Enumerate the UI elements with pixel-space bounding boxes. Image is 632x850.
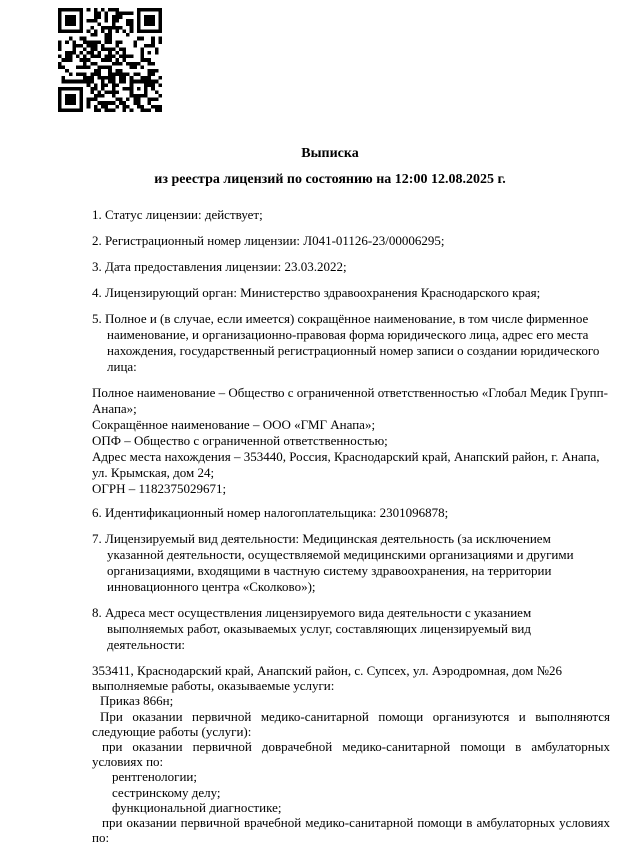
org-legal-form: ОПФ – Общество с ограниченной ответственностью; xyxy=(92,433,388,448)
works-services-label: выполняемые работы, оказываемые услуги: xyxy=(92,678,335,694)
document-title: Выписка xyxy=(301,146,359,161)
qr-code-icon xyxy=(58,8,162,112)
org-short-name: Сокращённое наименование – ООО «ГМГ Анапа»; xyxy=(92,417,376,432)
org-details-block xyxy=(92,385,610,497)
org-ogrn: ОГРН – 1182375029671; xyxy=(92,481,227,496)
document-body xyxy=(92,207,610,845)
org-address: Адрес места нахождения – 353440, Россия, Краснодарский край, Анапский район, г. Анапа, ул. Крымская, дом 24; xyxy=(92,449,600,480)
activity-address-block xyxy=(92,663,610,845)
activity-addresses-item: 8. Адреса мест осуществления лицензируемого вида деятельности с указанием выполняемых работ, оказываемых услуг, составляющих лицензируемый вид деятельности: xyxy=(92,605,532,652)
physician-care-paragraph: при оказании первичной врачебной медико-санитарной помощи в амбулаторных условиях по: xyxy=(92,815,610,846)
taxpayer-inn-item: 6. Идентификационный номер налогоплательщика: 2301096878; xyxy=(92,505,449,520)
licensed-activity-item: 7. Лицензируемый вид деятельности: Медицинская деятельность (за исключением указанной деятельности, осуществляемой медицинскими организациями и другими организациями, входящими в частную систему здравоохранения, на территории инновационного центра «Сколково»); xyxy=(92,531,574,594)
document-subtitle: из реестра лицензий по состоянию на 12:00 12.08.2025 г. xyxy=(154,172,506,187)
service-functional-diagnostics: функциональной диагностике; xyxy=(112,799,282,815)
order-866n-ref: Приказ 866н; xyxy=(100,693,174,709)
licensing-authority-item: 4. Лицензирующий орган: Министерство здравоохранения Краснодарского края; xyxy=(92,285,541,300)
license-grant-date-item: 3. Дата предоставления лицензии: 23.03.2022; xyxy=(92,259,347,274)
primary-care-paragraph: При оказании первичной медико-санитарной помощи организуются и выполняются следующие работы (услуги): xyxy=(92,708,610,739)
activity-address: 353411, Краснодарский край, Анапский район, с. Супсех, ул. Аэродромная, дом №26 xyxy=(92,663,562,678)
org-full-name: Полное наименование – Общество с ограниченной ответственностью «Глобал Медик Групп-Анапа»; xyxy=(92,385,608,416)
license-number-item: 2. Регистрационный номер лицензии: Л041-01126-23/00006295; xyxy=(92,233,445,248)
service-nursing: сестринскому делу; xyxy=(112,784,221,800)
license-status-item: 1. Статус лицензии: действует; xyxy=(92,207,263,222)
org-name-clause-item: 5. Полное и (в случае, если имеется) сокращённое наименование, в том числе фирменное наименование, и организационно-правовая форма юридического лица, адрес его места нахождения, государственный регистрационный номер записи о создании юридического лица: xyxy=(92,311,600,374)
service-roentgenology: рентгенологии; xyxy=(112,769,197,785)
document-header xyxy=(50,145,610,188)
prehospital-care-paragraph: при оказании первичной доврачебной медико-санитарной помощи в амбулаторных условиях по: xyxy=(92,739,610,770)
